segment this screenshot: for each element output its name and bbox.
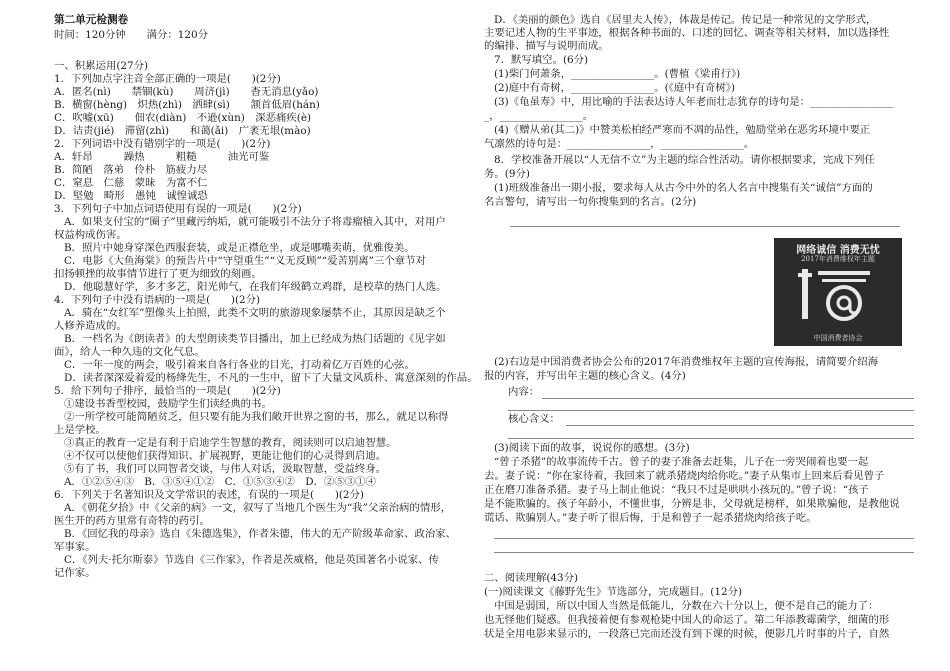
answer-line [542, 398, 914, 399]
answer-line [508, 438, 914, 439]
option-line: 人修养造成的。 [54, 320, 127, 332]
option-line: C．《列夫·托尔斯泰》节选自《三作家》，作者是茨威格，他是英国著名小说家、传 [64, 554, 439, 566]
story-line: 谎话、欺骗别人。”妻子听了很后悔，于是和曾子一起杀猪烧肉给孩子吃。 [484, 512, 817, 524]
section-heading: 二、阅读理解(43分) [484, 572, 579, 584]
section-heading: 一、积累运用(27分) [54, 60, 149, 72]
option-line: 医生开的药方里常有奇特的药引。 [54, 515, 210, 527]
answer-label-meaning: 核心含义： [508, 413, 560, 425]
task-line: 报的内容，并写出年主题的核心含义。(4分) [484, 370, 686, 382]
story-line: “曾子杀猪”的故事流传千古。曾子的妻子准备去赶集，儿子在一旁哭闹着也要一起 [494, 456, 869, 468]
option-line: ①建设书香型校园，鼓励学生们读经典的书。 [64, 398, 272, 410]
answer-line [566, 425, 914, 426]
option-line: A．①②⑤④③ B．③⑤④①② C．①⑤③④② D．②⑤③①④ [64, 476, 376, 488]
option-line: A．轩昂 躁热 粗糙 油光可鉴 [54, 151, 270, 163]
option-line: 军事家。 [54, 541, 96, 553]
option-line: D．堅勉 畸形 愚钝 诚惶诚恐 [54, 190, 208, 202]
option-line: ③真正的教育一定是有利于启迪学生智慧的教育，阅读则可以启迪智慧。 [64, 437, 397, 449]
option-line: D．诘责(jié) 滞留(zhì) 和蔼(ǎi) 广袤无垠(mào) [54, 125, 311, 137]
option-line: C．窒息 仁慈 蒙昧 为富不仁 [54, 177, 208, 189]
option-line: ⑤有了书，我们可以同智者交谈，与伟人对话，汲取智慧，受益终身。 [64, 463, 387, 475]
fill-blank-line: (3)《龟虽寿》中，用比喻的手法表达诗人年老而壮志犹存的诗句是：________________ [494, 96, 894, 108]
question-line: 4．下列句子中没有语病的一项是( )(2分) [54, 294, 261, 306]
option-line: A．骑在“女红军”塑像头上拍照，此类不文明的旅游现象屡禁不止，其原因是缺乏个 [64, 307, 446, 319]
question-line: 3．下列句子中加点词语使用有误的一项是( )(2分) [54, 203, 302, 215]
option-line: C．一年一度的两会，吸引着来自各行各业的目光，打动着亿万百姓的心弦。 [64, 359, 415, 371]
option-line: 扣扬顿挫的故事情节进行了更为细致的刻画。 [54, 268, 262, 280]
question-line: 6．下列关于名著知识及文学常识的表述，有误的一项是( )(2分) [54, 489, 364, 501]
option-line: 面》，给人一种久违的文化气息。 [54, 346, 205, 358]
poster-issuer: 中国消费者协会 [813, 334, 863, 342]
passage-line: 状是全用电影来显示的，一段落已完而还没有到下课的时候，便影几片时事的片子，自然 [484, 628, 890, 640]
option-line: ④不仅可以使他们获得知识、扩展视野，更能让他们的心灵得到启迪。 [64, 450, 387, 462]
task-line: (2)右边是中国消费者协会公布的2017年消费维权年主题的宣传海报，请简要介绍海 [494, 356, 879, 368]
option-line: C．吹嘘(xū) 佃农(diàn) 不逊(xùn) 深恶痛疾(è) [54, 112, 312, 124]
option-line: D．《美丽的颜色》选自《居里夫人传》，体裁是传记。传记是一种常见的文学形式， [494, 14, 877, 26]
option-line: 记作家。 [54, 567, 96, 579]
option-line: A．如果支付宝的“圈子”里藏污纳垢，就可能吸引不法分子将毒瘤植入其中，对用户 [64, 216, 446, 228]
poster-subtitle: 2017年消费维权年主题 [801, 255, 875, 263]
option-line: A．匿名(nì) 禁锢(kù) 周济(jì) 杳无消息(yǎo) [54, 86, 319, 98]
question-line: 1．下列加点字注音全部正确的一项是( )(2分) [54, 73, 281, 85]
story-line: 正在磨刀准备杀猪。妻子马上制止他说：“我只不过是哄哄小孩玩的。”曾子说：“孩子 [484, 484, 869, 496]
exam-title: 第二单元检测卷 [54, 14, 129, 26]
question-line: 2．下列词语中没有错别字的一项是( )(2分) [54, 138, 271, 150]
answer-label-content: 内容： [508, 386, 540, 398]
question-line: 务。(9分) [484, 168, 530, 180]
fill-blank-line: 气凛然的诗句是：________________，________________。 [484, 138, 755, 150]
option-line: 权益构成伤害。 [54, 229, 127, 241]
option-line: B．照片中她身穿深色西服套装，或是正襟危坐，或是哪嘴卖萌，优雅俊美。 [64, 242, 415, 254]
option-line: C．电影《大鱼海棠》的预告片中“守望重生”“义无反顾”“爱苦别离”三个章节对 [64, 255, 426, 267]
question-line: 7．默写填空。(6分) [494, 54, 589, 66]
passage-line: 也无怪他们疑惑。但我接着便有参观枪毙中国人的命运了。第二年添教霉菌学，细菌的形 [484, 614, 890, 626]
option-line: 上是学校。 [54, 424, 106, 436]
task-line: (3)阅读下面的故事，说说你的感想。(3分) [494, 442, 690, 454]
answer-line [494, 552, 914, 553]
consumer-rights-poster [774, 238, 902, 346]
answer-line [508, 410, 914, 411]
fill-blank-line: _，________________。 [484, 110, 594, 122]
question-line: 5．给下列句子排序，最恰当的一项是( )(2分) [54, 385, 281, 397]
option-line: B．横窗(hèng) 炽热(zhì) 洒肆(sì) 颔首低眉(hán) [54, 99, 320, 111]
task-line: (1)班级准备出一期小报，要求每人从古今中外的名人名言中搜集有关“诚信”方面的 [494, 182, 873, 194]
story-line: 去。妻子说：“你在家待着，我回来了就杀猪烧肉给你吃。”妻子从集市上回来后看见曾子 [484, 470, 885, 482]
option-line: B．一档名为《朗读者》的大型朗读类节目播出，加上已经成为热门话题的《见字如 [64, 333, 446, 345]
answer-line [494, 538, 914, 539]
option-line: B．《回忆我的母亲》选自《朱德选集》，作者朱德，伟大的无产阶级革命家、政治家、 [64, 528, 457, 540]
passage-line: 中国是弱国，所以中国人当然是低能儿，分数在六十分以上，便不是自己的能力了： [494, 600, 879, 612]
question-line: 8．学校准备开展以“人无信不立”为主题的综合性活动。请你根据要求，完成下列任 [494, 154, 875, 166]
question-line: (一)阅读课文《藤野先生》节选部分，完成题目。(12分) [484, 586, 743, 598]
option-line: 主要记述人物的生平事迹，根据各种书面的、口述的回忆、调查等相关材料，加以选择性 [484, 27, 890, 39]
option-line: D．读者深深爱着爱的杨绛先生，不凡的一生中，留下了大量文风质朴、寓意深刻的作品。 [64, 372, 478, 384]
task-line: 名言警句，请写出一句你搜集到的名言。(2分) [484, 196, 697, 208]
exam-meta: 时间：120分钟 满分：120分 [54, 29, 208, 41]
option-line: A．《朝花夕拾》中《父亲的病》一文，叙写了当地几个医生为“我”父亲治病的情形， [64, 502, 451, 514]
option-line: B．简陋 落弟 伶朴 筋疲力尽 [54, 164, 208, 176]
answer-line [510, 226, 900, 227]
fill-blank-line: (4)《赠从弟(其二)》中赞美松柏经严寒而不凋的品性，勉励堂弟在恶劣环境中要正 [494, 124, 871, 136]
story-line: 是不能欺骗的。孩子年龄小，不懂世事，分辨是非，父母就是榜样，如果欺骗他，是教他说 [484, 498, 900, 510]
fill-blank-line: (2)庭中有奇树，________________。(《庭中有奇树》) [494, 82, 736, 94]
fill-blank-line: (1)柴门何萧条，________________。(曹植《梁甫行》) [494, 68, 741, 80]
xin-character-graphic [796, 265, 880, 327]
poster-title: 网络诚信 消费无忧 [796, 245, 880, 256]
option-line: 的编排、描写与说明而成。 [484, 40, 609, 52]
option-line: ②一所学校可能简陋贫乏，但只要有能为我们敞开世界之窗的书，那么，就足以称得 [64, 411, 449, 423]
option-line: D．他聪慧好学，多才多艺，阳光帅气，在我们年级鹤立鸡群，是校草的热门人选。 [64, 281, 447, 293]
